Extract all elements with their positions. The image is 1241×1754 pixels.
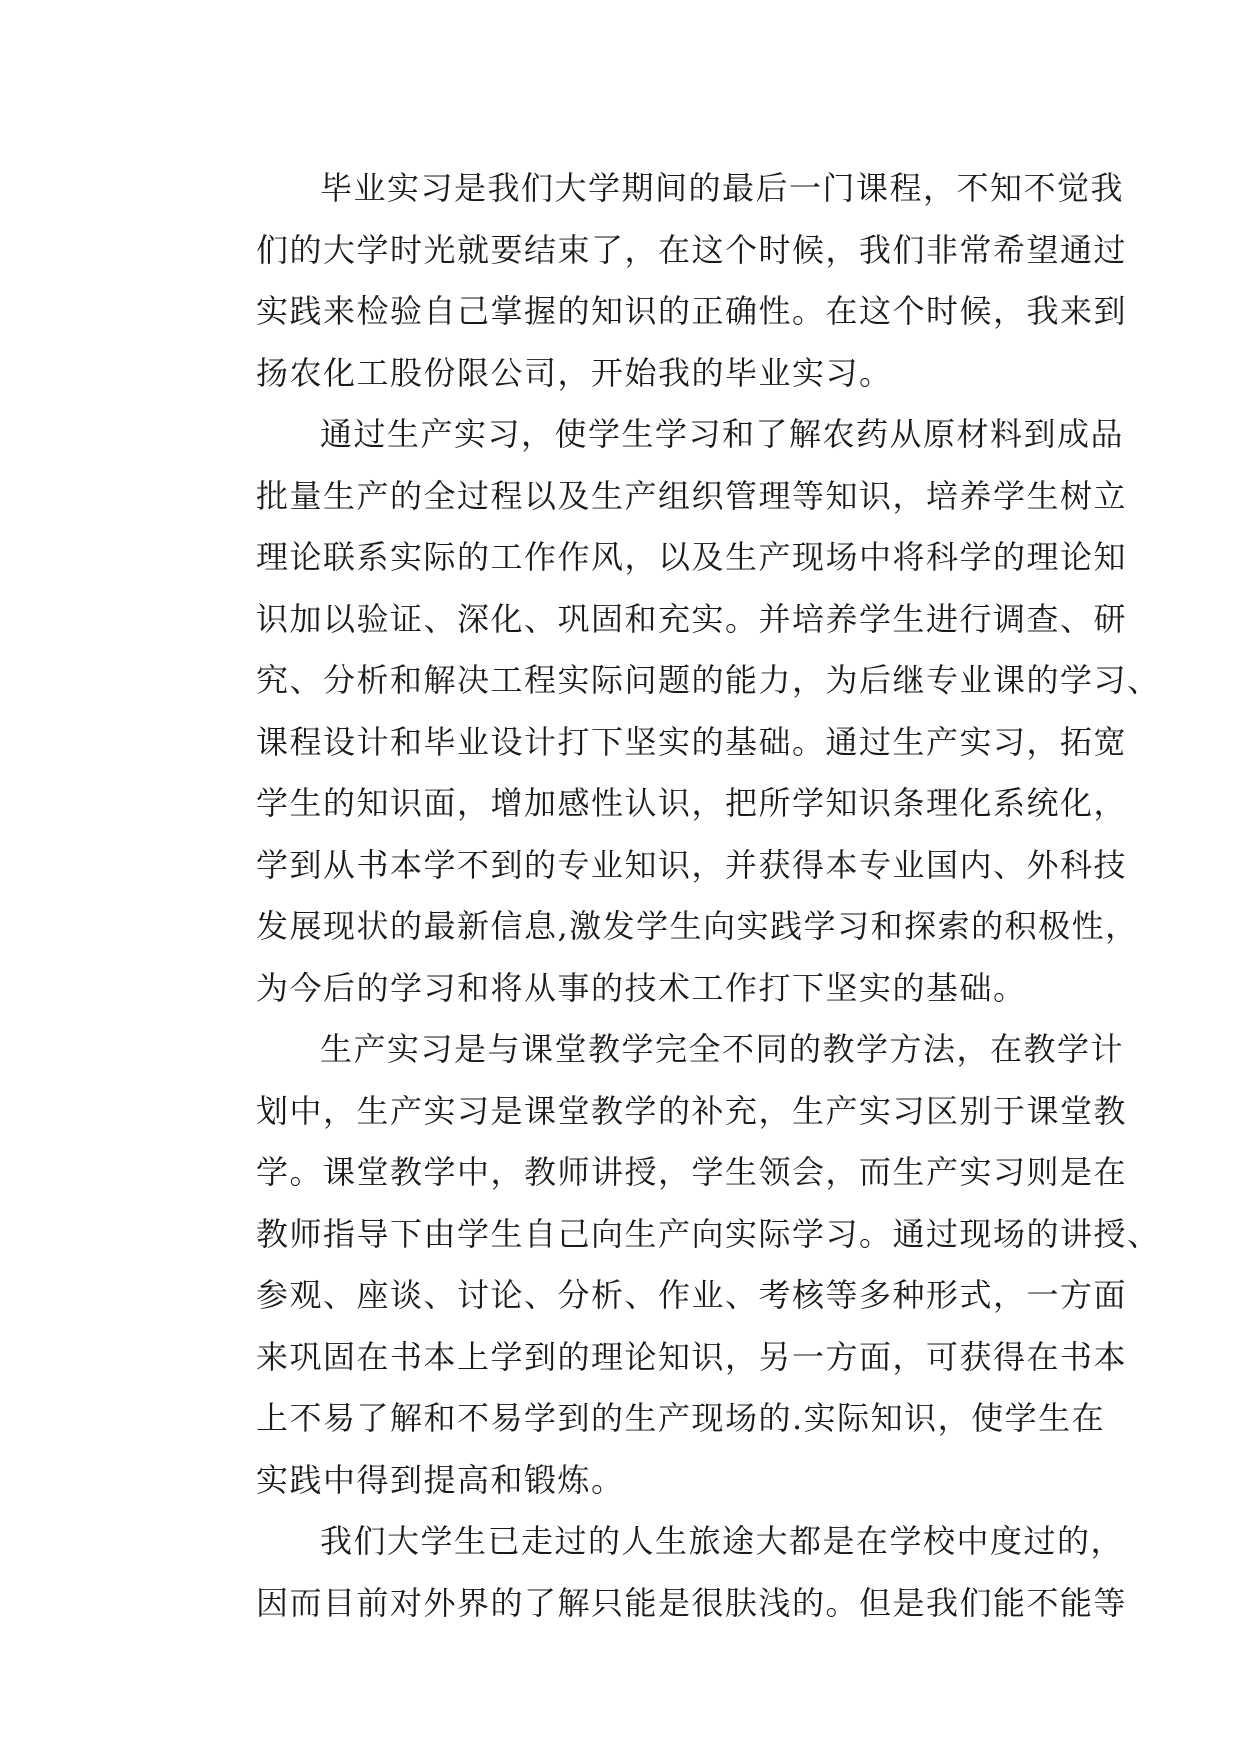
text-line: 识加以验证、深化、巩固和充实。并培养学生进行调查、研 (256, 599, 1128, 638)
text-line: 划中，生产实习是课堂教学的补充，生产实习区别于课堂教 (256, 1091, 1128, 1130)
text-line: 们的大学时光就要结束了，在这个时候，我们非常希望通过 (256, 230, 1128, 269)
paragraph-2 (192, 404, 1161, 1019)
text-line: 我们大学生已走过的人生旅途大都是在学校中度过的， (320, 1522, 1125, 1560)
text-line: 实践来检验自己掌握的知识的正确性。在这个时候，我来到 (256, 292, 1128, 330)
text-line: 教师指导下由学生自己向生产向实际学习。通过现场的讲授、 (256, 1214, 1161, 1253)
text-line: 究、分析和解决工程实际问题的能力，为后继专业课的学习、 (256, 661, 1161, 699)
document-body (192, 158, 1161, 1634)
text-line: 学生的知识面，增加感性认识，把所学知识条理化系统化， (256, 784, 1128, 822)
text-line: 扬农化工股份限公司，开始我的毕业实习。 (256, 353, 893, 392)
text-line: 上不易了解和不易学到的生产现场的.实际知识，使学生在 (256, 1399, 1106, 1437)
text-line: 批量生产的全过程以及生产组织管理等知识，培养学生树立 (256, 476, 1128, 515)
text-line: 生产实习是与课堂教学完全不同的教学方法，在教学计 (320, 1030, 1125, 1068)
text-line: 实践中得到提高和锻炼。 (256, 1460, 625, 1499)
paragraph-4 (192, 1511, 1128, 1634)
text-line: 发展现状的最新信息,激发学生向实践学习和探索的积极性， (256, 907, 1139, 945)
text-line: 为今后的学习和将从事的技术工作打下坚实的基础。 (256, 968, 1027, 1007)
paragraph-3 (192, 1019, 1161, 1511)
text-line: 参观、座谈、讨论、分析、作业、考核等多种形式，一方面 (256, 1276, 1128, 1314)
text-line: 学到从书本学不到的专业知识，并获得本专业国内、外科技 (256, 845, 1128, 884)
text-line: 理论联系实际的工作作风，以及生产现场中将科学的理论知 (256, 538, 1128, 576)
paragraph-1 (192, 158, 1128, 404)
text-line: 毕业实习是我们大学期间的最后一门课程，不知不觉我 (320, 169, 1125, 207)
text-line: 通过生产实习，使学生学习和了解农药从原材料到成品 (320, 415, 1125, 453)
text-line: 学。课堂教学中，教师讲授，学生领会，而生产实习则是在 (256, 1153, 1128, 1191)
text-line: 来巩固在书本上学到的理论知识，另一方面，可获得在书本 (256, 1337, 1128, 1376)
text-line: 因而目前对外界的了解只能是很肤浅的。但是我们能不能等 (256, 1583, 1128, 1622)
text-line: 课程设计和毕业设计打下坚实的基础。通过生产实习，拓宽 (256, 722, 1128, 761)
